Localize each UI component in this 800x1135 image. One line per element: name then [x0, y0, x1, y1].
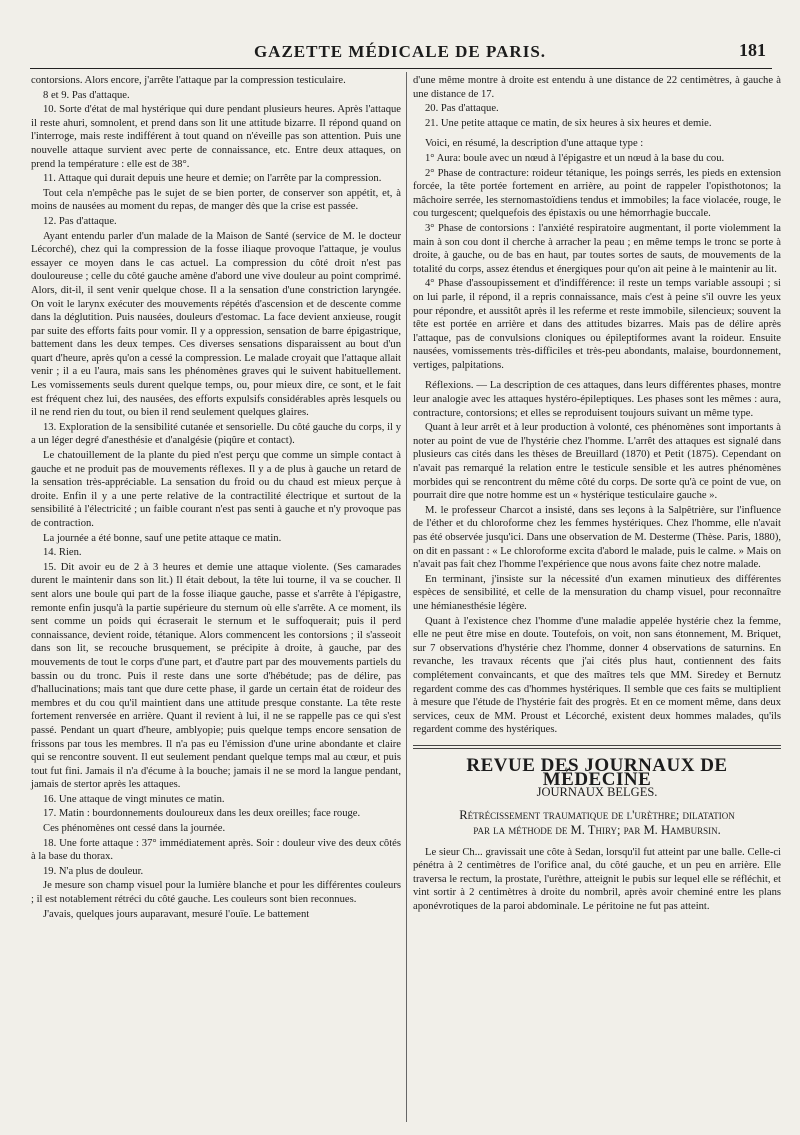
paragraph: En terminant, j'insiste sur la nécessité d'un examen minutieux des différentes espèces de sensibilité, et celle de la mensuration du champ visuel, pour reconnaître une hémianesthésie légère.: [413, 573, 781, 612]
section-rule: [413, 748, 781, 749]
paragraph: 17. Matin : bourdonnements douloureux dans les deux oreilles; face rouge.: [43, 808, 361, 820]
paragraph: d'une même montre à droite est entendu à une distance de 22 centimètres, à gauche à une distance de 17.: [413, 75, 781, 100]
paragraph: Je mesure son champ visuel pour la lumière blanche et pour les différentes couleurs ; il est notablement rétréci du côté gauche. Les couleurs sont bien reconnues.: [31, 880, 401, 906]
paragraph: Le chatouillement de la plante du pied n'est perçu que comme un simple contact à gauche et ne produit pas de mouvements réflexes. Il y a de plus à gauche un retard de la sensation très-appréciable. La sensation du froid ou du chaud est mieux perçue à droite. Enfin il y a une perte relative de la contractilité électrique et surtout de la sensibilité à l'électricité ; un faible courant n'est pas senti à gauche et n'y provoque pas de contraction.: [31, 450, 401, 529]
journal-title: GAZETTE MÉDICALE DE PARIS.: [253, 42, 547, 61]
paragraph: Ayant entendu parler d'un malade de la Maison de Santé (service de M. le docteur Lécorché), chez qui la compression de la fosse iliaque provoque l'attaque, je voulus essayer ce moyen dans le cas actuel. La compression du côté droit n'est pas douloureuse ; celle du côté gauche amène d'abord une vive douleur au point comprimé. Alors, dit-il, il sent venir quelque chose. Il a la sensation d'une constriction laryngée. On voit le larynx exécuter des mouvements répétés d'ascension et de descente comme dans la déglutition. Puis nausées, douleurs d'estomac. La face devient anxieuse, rougit par suite des efforts faits pour vomir. Il y a oppression, sensation de barre épigastrique, battement dans les deux tempes. Ces diverses sensations disparaissent au bout d'un quart d'heure, après qu'on a cessé la compression. Le malade croyait que l'attaque allait venir ; il a eu l'aura, mais sans les phénomènes graves qui le suivent habituellement. Les vomissements seuls durent quelque temps, ou, pour mieux dire, ce sont, et le fait est fréquent chez lui, des nausées, des efforts expulsifs considérables après lesquels ou il ne rend rien du tout, ou bien il rend seulement quelques glaires.: [31, 230, 401, 419]
paragraph: 14. Rien.: [43, 547, 82, 559]
paragraph: Tout cela n'empêche pas le sujet de se bien porter, de conserver son appétit, et, à moins de nausées au moment du repas, de manger dès que la crise est passée.: [31, 187, 401, 213]
paragraph: Quant à l'existence chez l'homme d'une maladie appelée hystérie chez la femme, elle ne peut être mise en doute. Toutefois, on voit, non sans étonnement, M. Briquet, sur 7 observations d'hystérie chez l'homme, donner 4 observations de saturnins. En revanche, les travaux récents que j'ai cités plus haut, contiennent des faits complétement convaincants, et que des maîtres tels que MM. Siredey et Bernutz regardent comme des cas d'hommes hystériques. Il semble que ces faits se multiplient à mesure que l'étude de l'hystérie fait des progrès. Et en ce moment même, dans deux services, ceux de MM. Proust et Lécorché, existent deux hommes malades, qu'ils regardent comme des hystériques.: [413, 615, 781, 736]
paragraph: J'avais, quelques jours auparavant, mesuré l'ouïe. Le battement: [43, 908, 310, 920]
reflexions-paragraph: Réflexions. — La description de ces attaques, dans leurs différentes phases, montre leur analogie avec les attaques hystéro-épileptiques. Les phases sont les mêmes : aura, contracture, contorsions; et elles se reproduisent toujours suivant un même type.: [413, 380, 781, 419]
paragraph: 12. Pas d'attaque.: [43, 215, 117, 227]
paragraph: 15. Dit avoir eu de 2 à 3 heures et demie une attaque violente. (Ses camarades durent le maintenir dans son lit.) Il était debout, la tête lui tourne, il va se coucher. Il sent alors une boule qui part de la fosse iliaque gauche, passe et s'arrête à l'épigastre, remonte enfin jusqu'à la partie supérieure du sternum où elle s'arrête. A ce moment, ils sent comme un poids qui écraserait le sternum et le suffoquerait; puis il perd connaissance, devient roide, tétanique. Alors commencent les contorsions ; il s'asseoit dans son lit, se recouche brusquement, se précipite à droite, à gauche, par des mouvements de tout le corps d'une part, et d'autre part par des mouvements partiels du bassin ou du tronc. Puis il reste dans une sorte d'hébétude; pas de délire, pas d'hallucinations; mais tant que dure cette phase, il garde un certain état de roideur des membres et du cou qu'il maintient dans une attitude presque constante. La tête reste fortement renversée en arrière. Quant il revient à lui, il ne se rappelle pas ce qui s'est passé. Pendant un quart d'heure, amblyopie; puis quelque temps encore sensation de frissons par tous les membres. Il n'a pas eu l'émission d'une urine abondante et claire qui se rencontre souvent. Il eut seulement pendant quelque temps mal au cœur, et puis tout fut fini. Jamais il n'a d'écume à la bouche; jamais il ne se mord la langue pendant, jamais de stertor après les attaques.: [31, 561, 401, 791]
article-title-line: par la méthode de M. Thiry; par M. Hambursin.: [473, 822, 721, 837]
page-number: 181: [739, 40, 766, 60]
column-divider: [406, 72, 407, 1122]
paragraph: M. le professeur Charcot a insisté, dans ses leçons à la Salpêtrière, sur l'influence de l'éther et du chloroforme chez les femmes hystériques. Chez l'homme, elle n'avait pas été observée jusqu'ici. Dans une observation de M. Desterme (Thèse. Paris, 1880), on dit en passant : « Le chloroforme excita d'abord le malade, puis le calme. » Mais on n'avait pas fait chez l'homme l'expérience que nous avons faite chez notre malade.: [413, 504, 781, 571]
paragraph: 11. Attaque qui durait depuis une heure et demie; on l'arrête par la compression.: [43, 173, 382, 185]
section-title: REVUE DES JOURNAUX DE MÉDECINE: [466, 754, 728, 790]
right-column: [413, 74, 781, 915]
paragraph: 2° Phase de contracture: roideur tétanique, les poings serrés, les pieds en extension forcée, la tête portée fortement en arrière, au point de rappeler l'opisthotonos; la mâchoire serrée, les sternomastoïdiens tendus et immobiles; la face violacée, rouge, le cou turgescent; quelquefois des épistaxis ou une hémorrhagie buccale.: [413, 167, 781, 220]
paragraph: La journée a été bonne, sauf une petite attaque ce matin.: [43, 532, 282, 544]
paragraph: 21. Une petite attaque ce matin, de six heures à six heures et demie.: [425, 117, 712, 129]
left-column: [31, 74, 401, 922]
paragraph: contorsions. Alors encore, j'arrête l'attaque par la compression testiculaire.: [31, 75, 346, 86]
paragraph: 4° Phase d'assoupissement et d'indifférence: il reste un temps variable assoupi ; si on lui parle, il répond, il a repris connaissance, mais c'est à peine s'il ouvre les yeux pour répondre, et aussitôt après il les referme et reste immobile, silencieux; souvent la tête est portée en arrière et dans des attitudes bizarres. Mais pas de délire après l'attaque, pas de convulsions cloniques ou épileptiformes avant la roideur. Ensuite nausées, vomissements très-difficiles et très-peu abondants, malaise, bourdonnement, vertiges, palpitations.: [413, 278, 781, 371]
paragraph: Quant à leur arrêt et à leur production à volonté, ces phénomènes sont importants à noter au point de vue de l'hystérie chez l'homme. L'arrêt des attaques est signalé dans plusieurs cas cités dans les thèses de Breuillard (1870) et Petit (1875). Cependant on n'avait pas remarqué la relation entre le testicule sensible et les autres phénomènes morbides qui se rencontrent du même côté du corps. De sorte qu'à ce point de vue, on pourrait dire que notre homme est un « hystérique testiculaire gauche ».: [413, 422, 781, 502]
article-title: [413, 808, 781, 838]
paragraph: 18. Une forte attaque : 37° immédiatement après. Soir : douleur vive des deux côtés à la base du thorax.: [31, 837, 401, 863]
paragraph: Voici, en résumé, la description d'une attaque type :: [425, 138, 644, 150]
paragraph: 13. Exploration de la sensibilité cutanée et sensorielle. Du côté gauche du corps, il y a un léger degré d'anesthésie et d'analgésie (piqûre et contact).: [31, 421, 401, 447]
paragraph: 3° Phase de contorsions : l'anxiété respiratoire augmentant, il porte violemment la main à son cou dont il cherche à arracher la peau ; en même temps le tronc se porte à droite, à gauche, ou de bas en haut, par toutes sortes de sauts, de mouvements de la totalité du corps, assez étendus et énergiques pour qu'on ait peine à le maintenir au lit.: [413, 222, 781, 275]
section-subtitle: JOURNAUX BELGES.: [536, 785, 658, 800]
paragraph: Ces phénomènes ont cessé dans la journée.: [43, 823, 226, 835]
header-rule: [30, 68, 772, 69]
paragraph: 1° Aura: boule avec un nœud à l'épigastre et un nœud à la base du cou.: [425, 152, 725, 164]
paragraph: 8 et 9. Pas d'attaque.: [43, 89, 130, 101]
section-rule: [413, 745, 781, 746]
article-title-line: Rétrécissement traumatique de l'urèthre; dilatation: [459, 807, 735, 822]
paragraph: 20. Pas d'attaque.: [425, 103, 499, 115]
paragraph: 10. Sorte d'état de mal hystérique qui dure pendant plusieurs heures. Après l'attaque il reste ahuri, somnolent, et prend dans son lit une attitude bizarre. Il répond quand on l'interroge, mais reste indifférent à tout quand on n'éveille pas son attention. Puis une nouvelle attaque survient avec perte de connaissance, etc. Entre deux attaques, on prend la température : elle est de 38°.: [31, 104, 401, 170]
paragraph: 16. Une attaque de vingt minutes ce matin.: [43, 793, 225, 805]
paragraph: 19. N'a plus de douleur.: [43, 865, 144, 877]
page-header: [30, 40, 770, 66]
article-body: Le sieur Ch... gravissait une côte à Sedan, lorsqu'il fut atteint par une balle. Celle-ci pénétra à 2 centimètres de l'orifice anal, du côté gauche, et un peu en arrière. Elle traversa le rectum, la prostate, l'urèthre, atteignit le pubis sur lequel elle se réfléchit, et vint sortir à 2 centimètres à droite du nombril, après avoir cheminé entre les plans aponévrotiques de la paroi abdominale. Le péritoine ne fut pas atteint.: [413, 846, 781, 913]
